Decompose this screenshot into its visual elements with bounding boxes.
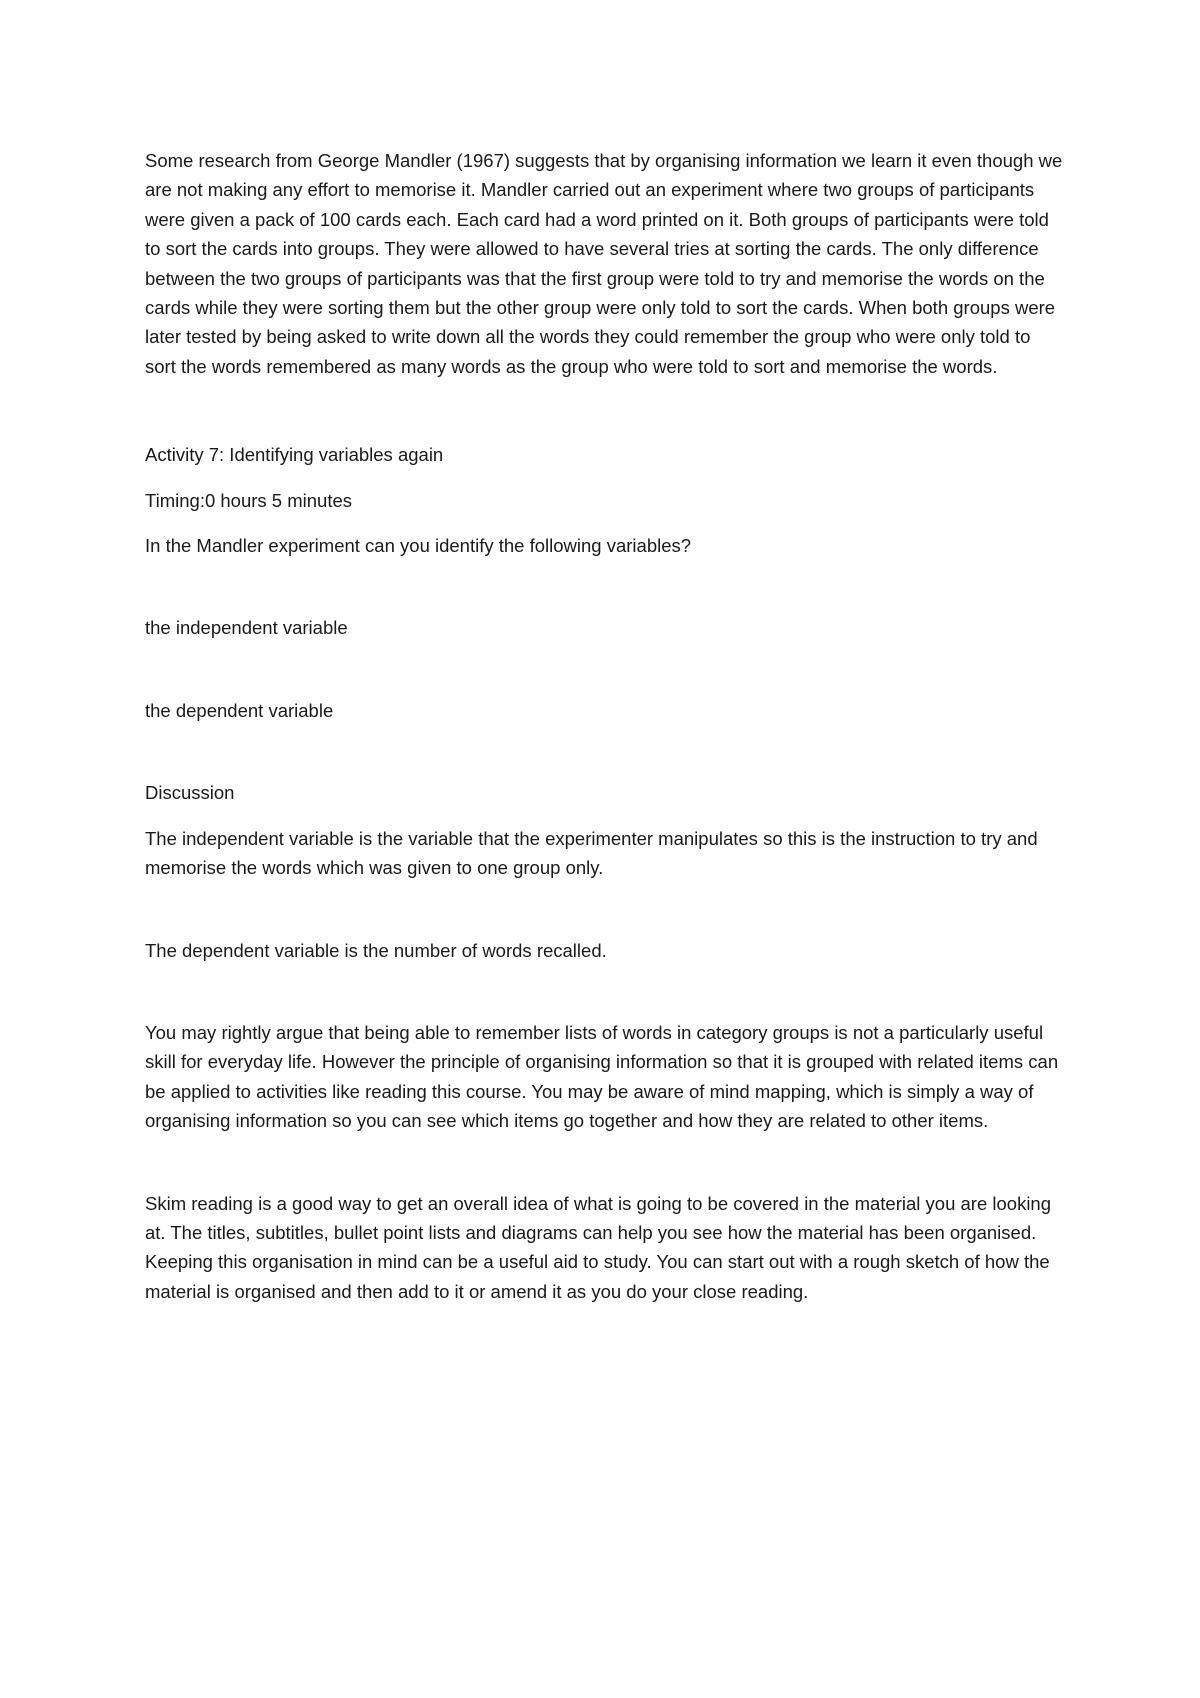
discussion-dependent-paragraph: The dependent variable is the number of words recalled. xyxy=(145,939,607,961)
discussion-independent-paragraph: The independent variable is the variable that the experimenter manipulates so this is the instruction to try and memorise the words which was given to one group only. xyxy=(145,827,1038,879)
discussion-heading: Discussion xyxy=(145,782,235,804)
activity-timing: Timing:0 hours 5 minutes xyxy=(145,489,353,511)
document-body xyxy=(145,146,1065,1306)
independent-variable-item: the independent variable xyxy=(145,617,348,639)
skim-reading-paragraph: Skim reading is a good way to get an overall idea of what is going to be covered in the material you are looking at. The titles, subtitles, bullet point lists and diagrams can help you see how the material has been organised. Keeping this organisation in mind can be a useful aid to study. You can start out with a rough sketch of how the material is organised and then add to it or amend it as you do your close reading. xyxy=(145,1192,1052,1302)
dependent-variable-item: the dependent variable xyxy=(145,699,334,721)
activity-question: In the Mandler experiment can you identify the following variables? xyxy=(145,535,692,557)
mind-mapping-paragraph: You may rightly argue that being able to remember lists of words in category groups is not a particularly useful skill for everyday life. However the principle of organising information so that it is grouped with related items can be applied to activities like reading this course. You may be aware of mind mapping, which is simply a way of organising information so you can see which items go together and how they are related to other items. xyxy=(145,1021,1059,1132)
activity-title: Activity 7: Identifying variables again xyxy=(145,444,444,466)
intro-paragraph: Some research from George Mandler (1967) suggests that by organising information we learn it even though we are not making any effort to memorise it. Mandler carried out an experiment where two groups of participants were given a pack of 100 cards each. Each card had a word printed on it. Both groups of participants were told to sort the cards into groups. They were allowed to have several tries at sorting the cards. The only difference between the two groups of participants was that the first group were told to try and memorise the words on the cards while they were sorting them but the other group were only told to sort the cards. When both groups were later tested by being asked to write down all the words they could remember the group who were only told to sort the words remembered as many words as the group who were told to sort and memorise the words. xyxy=(145,150,1063,377)
